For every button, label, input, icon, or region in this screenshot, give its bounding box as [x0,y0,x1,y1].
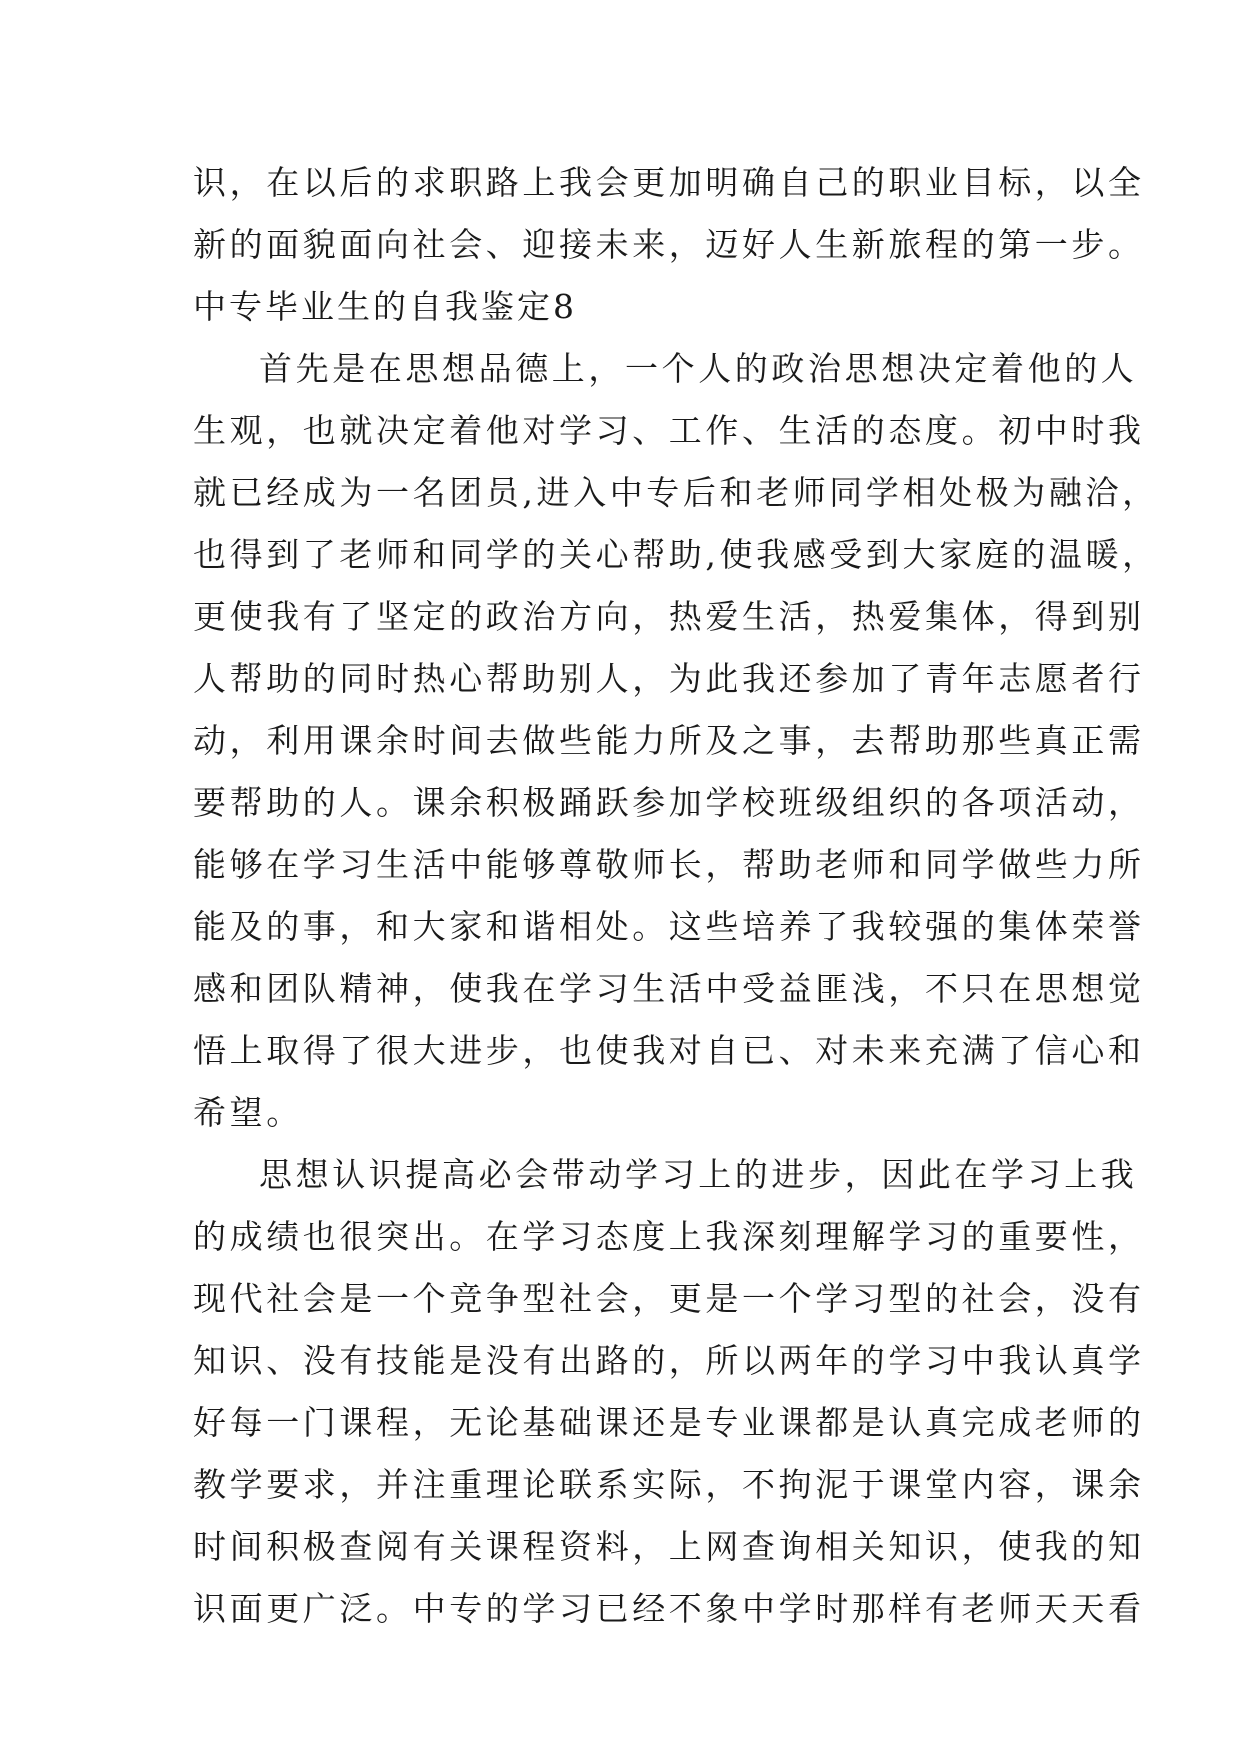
text-line: 要帮助的人。课余积极踊跃参加学校班级组织的各项活动， [193,783,1145,822]
text-line: 思想认识提高必会带动学习上的进步，因此在学习上我 [259,1155,1138,1194]
text-line: 能够在学习生活中能够尊敬师长，帮助老师和同学做些力所 [193,845,1145,884]
text-line: 识面更广泛。中专的学习已经不象中学时那样有老师天天看 [193,1589,1145,1628]
text-line: 悟上取得了很大进步，也使我对自已、对未来充满了信心和 [193,1031,1145,1070]
text-line: 教学要求，并注重理论联系实际，不拘泥于课堂内容，课余 [193,1465,1145,1504]
text-line: 首先是在思想品德上，一个人的政治思想决定着他的人 [259,349,1138,388]
text-line: 现代社会是一个竞争型社会，更是一个学习型的社会，没有 [193,1279,1145,1318]
text-line: 知识、没有技能是没有出路的，所以两年的学习中我认真学 [193,1341,1145,1380]
text-line: 人帮助的同时热心帮助别人，为此我还参加了青年志愿者行 [193,659,1145,698]
paragraph [193,1144,1145,1640]
text-line: 也得到了老师和同学的关心帮助,使我感受到大家庭的温暖， [193,535,1159,574]
text-line: 动，利用课余时间去做些能力所及之事，去帮助那些真正需 [193,721,1145,760]
text-line: 生观，也就决定着他对学习、工作、生活的态度。初中时我 [193,411,1145,450]
text-line: 时间积极查阅有关课程资料，上网查询相关知识，使我的知 [193,1527,1145,1566]
text-line: 能及的事，和大家和谐相处。这些培养了我较强的集体荣誉 [193,907,1145,946]
text-line: 感和团队精神，使我在学习生活中受益匪浅，不只在思想觉 [193,969,1145,1008]
text-line: 更使我有了坚定的政治方向，热爱生活，热爱集体，得到别 [193,597,1145,636]
paragraph [193,338,1159,1144]
text-line: 的成绩也很突出。在学习态度上我深刻理解学习的重要性， [193,1217,1145,1256]
text-line: 就已经成为一名团员,进入中专后和老师同学相处极为融洽， [193,473,1159,512]
text-line: 好每一门课程，无论基础课还是专业课都是认真完成老师的 [193,1403,1145,1442]
document-body [193,152,1159,1640]
text-line: 识，在以后的求职路上我会更加明确自己的职业目标，以全 [193,163,1145,202]
text-line: 希望。 [193,1093,303,1132]
text-line: 新的面貌面向社会、迎接未来，迈好人生新旅程的第一步。 [193,225,1145,264]
section-heading: 中专毕业生的自我鉴定8 [193,287,577,326]
